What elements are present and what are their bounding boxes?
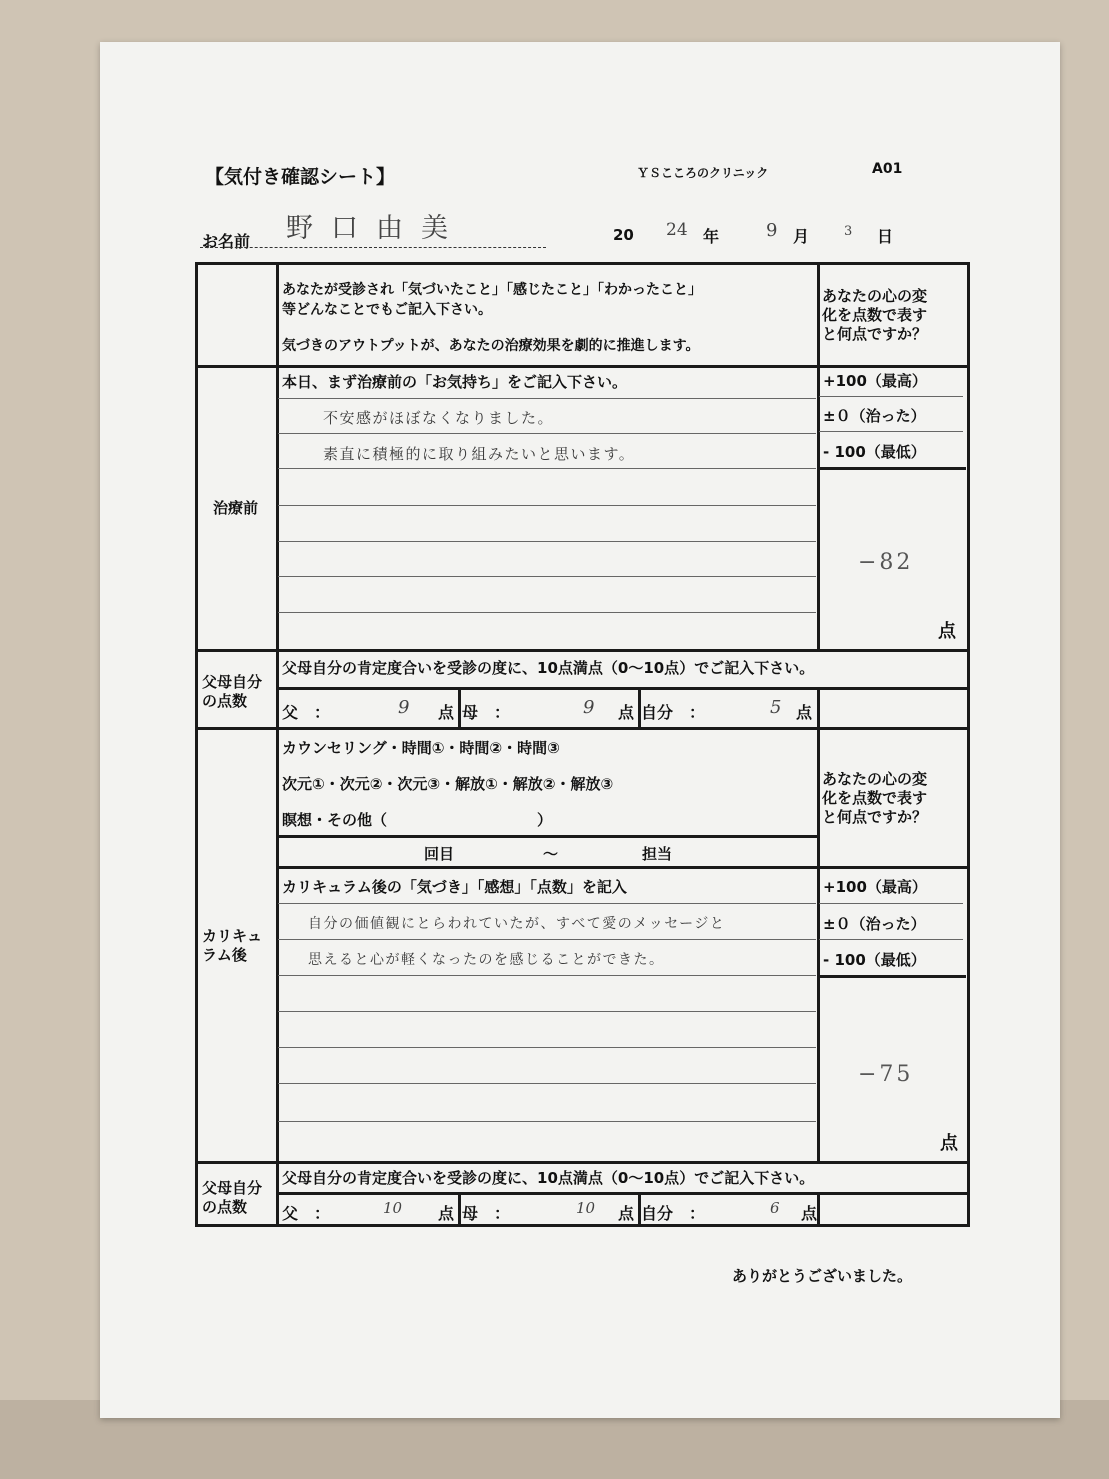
parents1-mother-unit: 点 (618, 703, 635, 722)
divider (458, 687, 461, 727)
divider (278, 866, 968, 869)
divider (278, 505, 816, 506)
curriculum-handwritten-1: 自分の価値観にとらわれていたが、すべて愛のメッセージと (308, 916, 726, 932)
parents2-father-value: 10 (383, 1199, 403, 1217)
parents1-self-value: 5 (770, 697, 782, 718)
divider (278, 1011, 816, 1012)
clinic-name: ＹＳこころのクリニック (637, 166, 769, 180)
form-table (195, 262, 970, 1227)
before-prompt: 本日、まず治療前の「お気持ち」をご記入下さい。 (282, 373, 628, 391)
parents2-label-2: の点数 (202, 1198, 248, 1216)
divider (278, 398, 816, 399)
name-label: お名前 (202, 232, 251, 251)
divider (818, 975, 966, 978)
score-column-divider (817, 365, 820, 649)
curriculum-options-2: 次元①・次元②・次元③・解放①・解放②・解放③ (282, 775, 614, 793)
parents2-mother-unit: 点 (618, 1204, 635, 1223)
parents1-father-label: 父 ： (282, 703, 331, 722)
before-scale-high: +100（最高） (823, 372, 927, 390)
paper-sheet (100, 42, 1060, 1418)
instruction-line-2: 等どんなことでもご記入下さい。 (282, 302, 492, 318)
curriculum-score-unit: 点 (940, 1133, 958, 1154)
parents2-father-label: 父 ： (282, 1204, 331, 1223)
divider (278, 541, 816, 542)
score-question-1: あなたの心の変 (822, 287, 928, 305)
divider (278, 1121, 816, 1122)
parents1-mother-label: 母 ： (462, 703, 511, 722)
divider (278, 1083, 816, 1084)
divider (819, 903, 963, 904)
year-written: 24 (666, 220, 688, 240)
parents1-self-label: 自分 ： (641, 703, 706, 722)
parents1-label-2: の点数 (202, 692, 248, 710)
parents1-father-unit: 点 (438, 703, 455, 722)
thank-you-text: ありがとうございました。 (732, 1267, 913, 1285)
sheet-title: 【気付き確認シート】 (205, 166, 396, 188)
curriculum-score-value: −75 (858, 1062, 914, 1087)
divider (198, 1161, 968, 1164)
curriculum-scale-high: +100（最高） (823, 878, 927, 896)
curriculum-handwritten-2: 思えると心が軽くなったのを感じることができた。 (308, 952, 665, 968)
curriculum-prompt: カリキュラム後の「気づき」「感想」「点数」を記入 (282, 878, 627, 896)
name-underline (200, 247, 546, 248)
score-question-3: と何点ですか？ (822, 325, 928, 343)
curriculum-scale-low: - 100（最低） (823, 951, 926, 969)
divider (278, 1047, 816, 1048)
curriculum-score-question-2: 化を点数で表す (822, 789, 928, 807)
curriculum-label-1: カリキュ (202, 927, 263, 945)
divider (278, 835, 818, 838)
divider (278, 433, 816, 434)
parents2-mother-label: 母 ： (462, 1204, 511, 1223)
curriculum-options-3: 瞑想・その他（ ） (282, 811, 553, 829)
divider (278, 975, 816, 976)
divider (278, 468, 816, 469)
divider (278, 687, 968, 690)
parents1-self-unit: 点 (796, 703, 813, 722)
day-value: 3 (844, 224, 853, 239)
parents1-mother-value: 9 (583, 697, 595, 718)
divider (198, 649, 968, 652)
before-section-label: 治療前 (213, 499, 259, 517)
parents2-father-unit: 点 (438, 1204, 455, 1223)
month-label: 月 (793, 227, 810, 246)
divider (198, 727, 968, 730)
divider (817, 1192, 820, 1225)
name-value: 野口由美 (286, 213, 466, 244)
parents2-mother-value: 10 (576, 1199, 596, 1217)
divider (819, 431, 963, 432)
parents2-self-label: 自分 ： (641, 1204, 706, 1223)
before-handwritten-1: 不安感がほぼなくなりました。 (323, 409, 555, 427)
divider (278, 1192, 968, 1195)
before-score-value: −82 (858, 550, 914, 575)
staff-label: 担当 (642, 845, 673, 863)
instruction-line-1: あなたが受診され「気づいたこと」「感じたこと」「わかったこと」 (282, 282, 702, 298)
session-label: 回目 (424, 845, 455, 863)
year-label: 年 (703, 227, 720, 246)
score-column-divider (817, 727, 820, 1161)
day-label: 日 (877, 227, 894, 246)
curriculum-score-question-3: と何点ですか？ (822, 808, 928, 826)
year-prefix: 20 (613, 226, 634, 244)
before-scale-low: - 100（最低） (823, 443, 926, 461)
parents1-father-value: 9 (398, 697, 410, 718)
divider (817, 687, 820, 727)
divider (818, 467, 966, 470)
score-question-2: 化を点数で表す (822, 306, 928, 324)
curriculum-options-1: カウンセリング・時間①・時間②・時間③ (282, 739, 560, 757)
divider (278, 903, 816, 904)
divider (819, 939, 963, 940)
divider (278, 939, 816, 940)
parents2-label-1: 父母自分 (202, 1179, 263, 1197)
label-column-divider (276, 265, 279, 1225)
parents2-self-unit: 点 (801, 1204, 818, 1223)
before-score-unit: 点 (938, 621, 956, 642)
divider (458, 1192, 461, 1225)
curriculum-scale-mid: ±０（治った） (823, 915, 926, 933)
parents2-self-value: 6 (770, 1199, 780, 1217)
instruction-line-3: 気づきのアウトプットが、あなたの治療効果を劇的に推進します。 (282, 338, 700, 354)
session-tilde: ～ (543, 845, 559, 863)
divider (278, 612, 816, 613)
score-column-divider (817, 265, 820, 365)
before-scale-mid: ±０（治った） (823, 407, 926, 425)
parents2-prompt: 父母自分の肯定度合いを受診の度に、10点満点（0～10点）でご記入下さい。 (282, 1169, 815, 1187)
divider (278, 576, 816, 577)
parents1-prompt: 父母自分の肯定度合いを受診の度に、10点満点（0～10点）でご記入下さい。 (282, 659, 815, 677)
divider (819, 396, 963, 397)
curriculum-score-question-1: あなたの心の変 (822, 770, 928, 788)
month-value: 9 (766, 220, 778, 241)
parents1-label-1: 父母自分 (202, 673, 263, 691)
before-handwritten-2: 素直に積極的に取り組みたいと思います。 (323, 445, 636, 463)
sheet-code: A01 (872, 161, 903, 177)
curriculum-label-2: ラム後 (202, 946, 247, 964)
divider (198, 365, 968, 368)
